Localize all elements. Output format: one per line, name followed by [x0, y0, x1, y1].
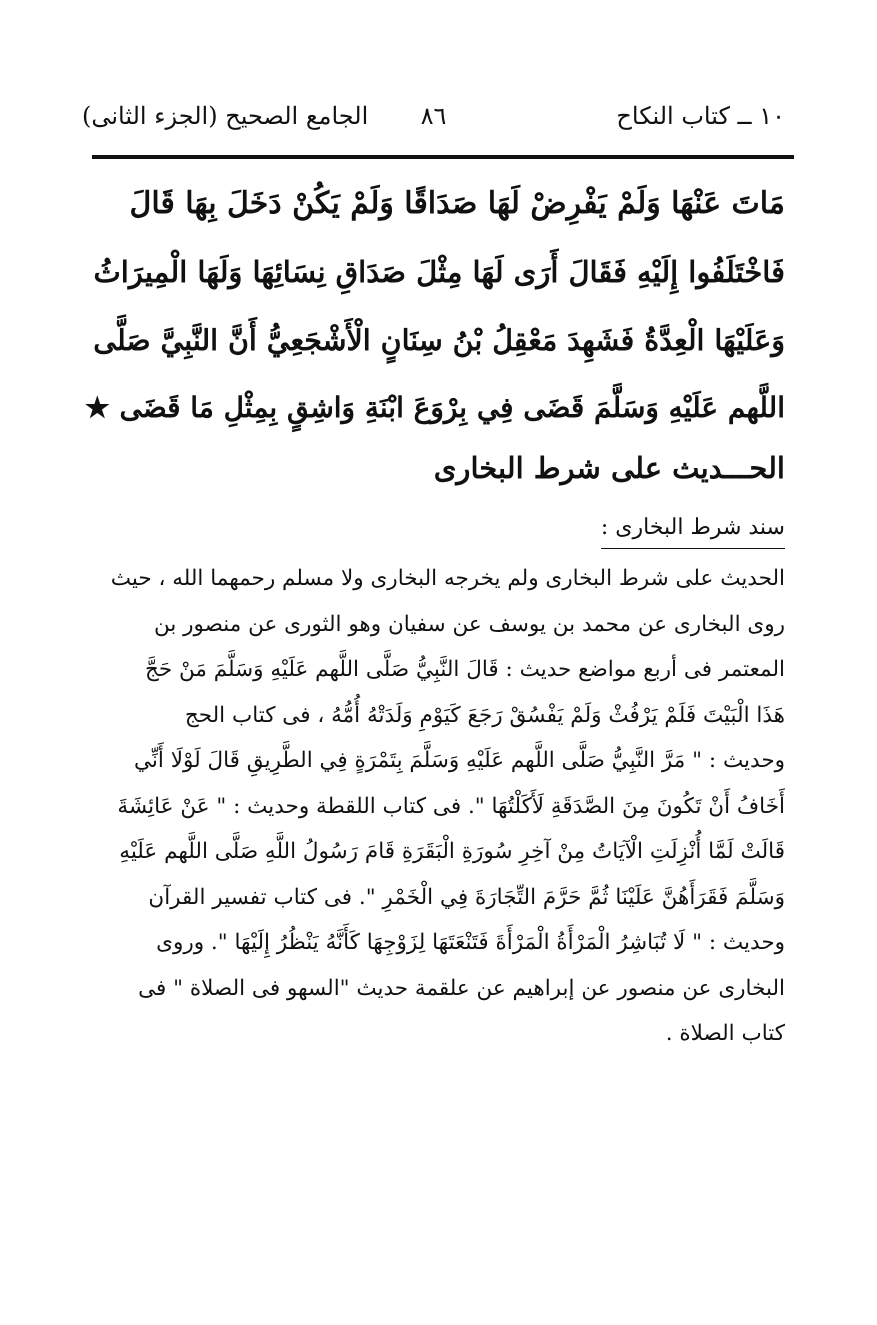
commentary-line: أَخَافُ أَنْ تَكُونَ مِنَ الصَّدَقَةِ لَأَكَلْتُهَا ". فى كتاب اللقطة وحديث : " عَنْ عَائِشَةَ [117, 793, 785, 819]
commentary-line: وحديث : " مَرَّ النَّبِيُّ صَلَّى اللَّهم عَلَيْهِ وَسَلَّمَ بِتَمْرَةٍ فِي الطَّرِيقِ قَالَ لَوْلَا أَنِّي [133, 748, 785, 773]
commentary-line: وحديث : " لَا تُبَاشِرُ الْمَرْأَةُ الْمَرْأَةَ فَتَنْعَتَهَا لِزَوْجِهَا كَأَنَّهُ يَنْظُرُ إِلَيْهَا ". وروى [156, 930, 785, 955]
hadith-text [83, 170, 785, 442]
page-number: ٨٦ [420, 102, 447, 130]
commentary-line: البخارى عن منصور عن إبراهيم عن علقمة حديث "السهو فى الصلاة " فى [138, 975, 785, 1001]
chapter-title: ١٠ ــ كتاب النكاح [616, 102, 785, 130]
commentary-line: كتاب الصلاة . [665, 1021, 785, 1046]
hadith-line: مَاتَ عَنْهَا وَلَمْ يَفْرِضْ لَهَا صَدَاقًا وَلَمْ يَكُنْ دَخَلَ بِهَا قَالَ [129, 186, 785, 221]
commentary-line: هَذَا الْبَيْتَ فَلَمْ يَرْفُثْ وَلَمْ يَفْسُقْ رَجَعَ كَيَوْمِ وَلَدَتْهُ أُمُّهُ ، فى كتاب الحج [184, 702, 785, 728]
hadith-line: فَاخْتَلَفُوا إِلَيْهِ فَقَالَ أَرَى لَهَا مِثْلَ صَدَاقِ نِسَائِهَا وَلَهَا الْمِيرَاثُ [93, 255, 785, 289]
header-rule [92, 155, 794, 159]
commentary-line: وَسَلَّمَ فَقَرَأَهُنَّ عَلَيْنَا ثُمَّ حَرَّمَ التِّجَارَةَ فِي الْخَمْرِ ". فى كتاب تفسير القرآن [148, 884, 785, 910]
hadith-line: اللَّهم عَلَيْهِ وَسَلَّمَ قَضَى فِي بِرْوَعَ ابْنَةِ وَاشِقٍ بِمِثْلِ مَا قَضَى ★ [84, 391, 785, 424]
section-heading: سند شرط البخارى : [601, 512, 785, 549]
commentary-line: روى البخارى عن محمد بن يوسف عن سفيان وهو الثورى عن منصور بن [153, 611, 785, 637]
hadith-line: وَعَلَيْهَا الْعِدَّةُ فَشَهِدَ مَعْقِلُ بْنُ سِنَانٍ الْأَشْجَعِيُّ أَنَّ النَّبِيَّ صَلَّى [93, 323, 785, 357]
book-title: الجامع الصحيح (الجزء الثانى) [82, 102, 369, 130]
commentary-line: المعتمر فى أربع مواضع حديث : قَالَ النَّبِيُّ صَلَّى اللَّهم عَلَيْهِ وَسَلَّمَ مَنْ حَجَّ [144, 657, 785, 682]
running-header [82, 98, 785, 142]
hadith-verdict: الحـــديث على شرط البخارى [433, 451, 785, 485]
commentary-line: قَالَتْ لَمَّا أُنْزِلَتِ الْآيَاتُ مِنْ آخِرِ سُورَةِ الْبَقَرَةِ قَامَ رَسُولُ اللَّهِ صَلَّى اللَّهم عَلَيْهِ [119, 839, 785, 864]
commentary-text [73, 556, 785, 1057]
commentary-line: الحديث على شرط البخارى ولم يخرجه البخارى ولا مسلم رحمهما الله ، حيث [110, 566, 785, 591]
